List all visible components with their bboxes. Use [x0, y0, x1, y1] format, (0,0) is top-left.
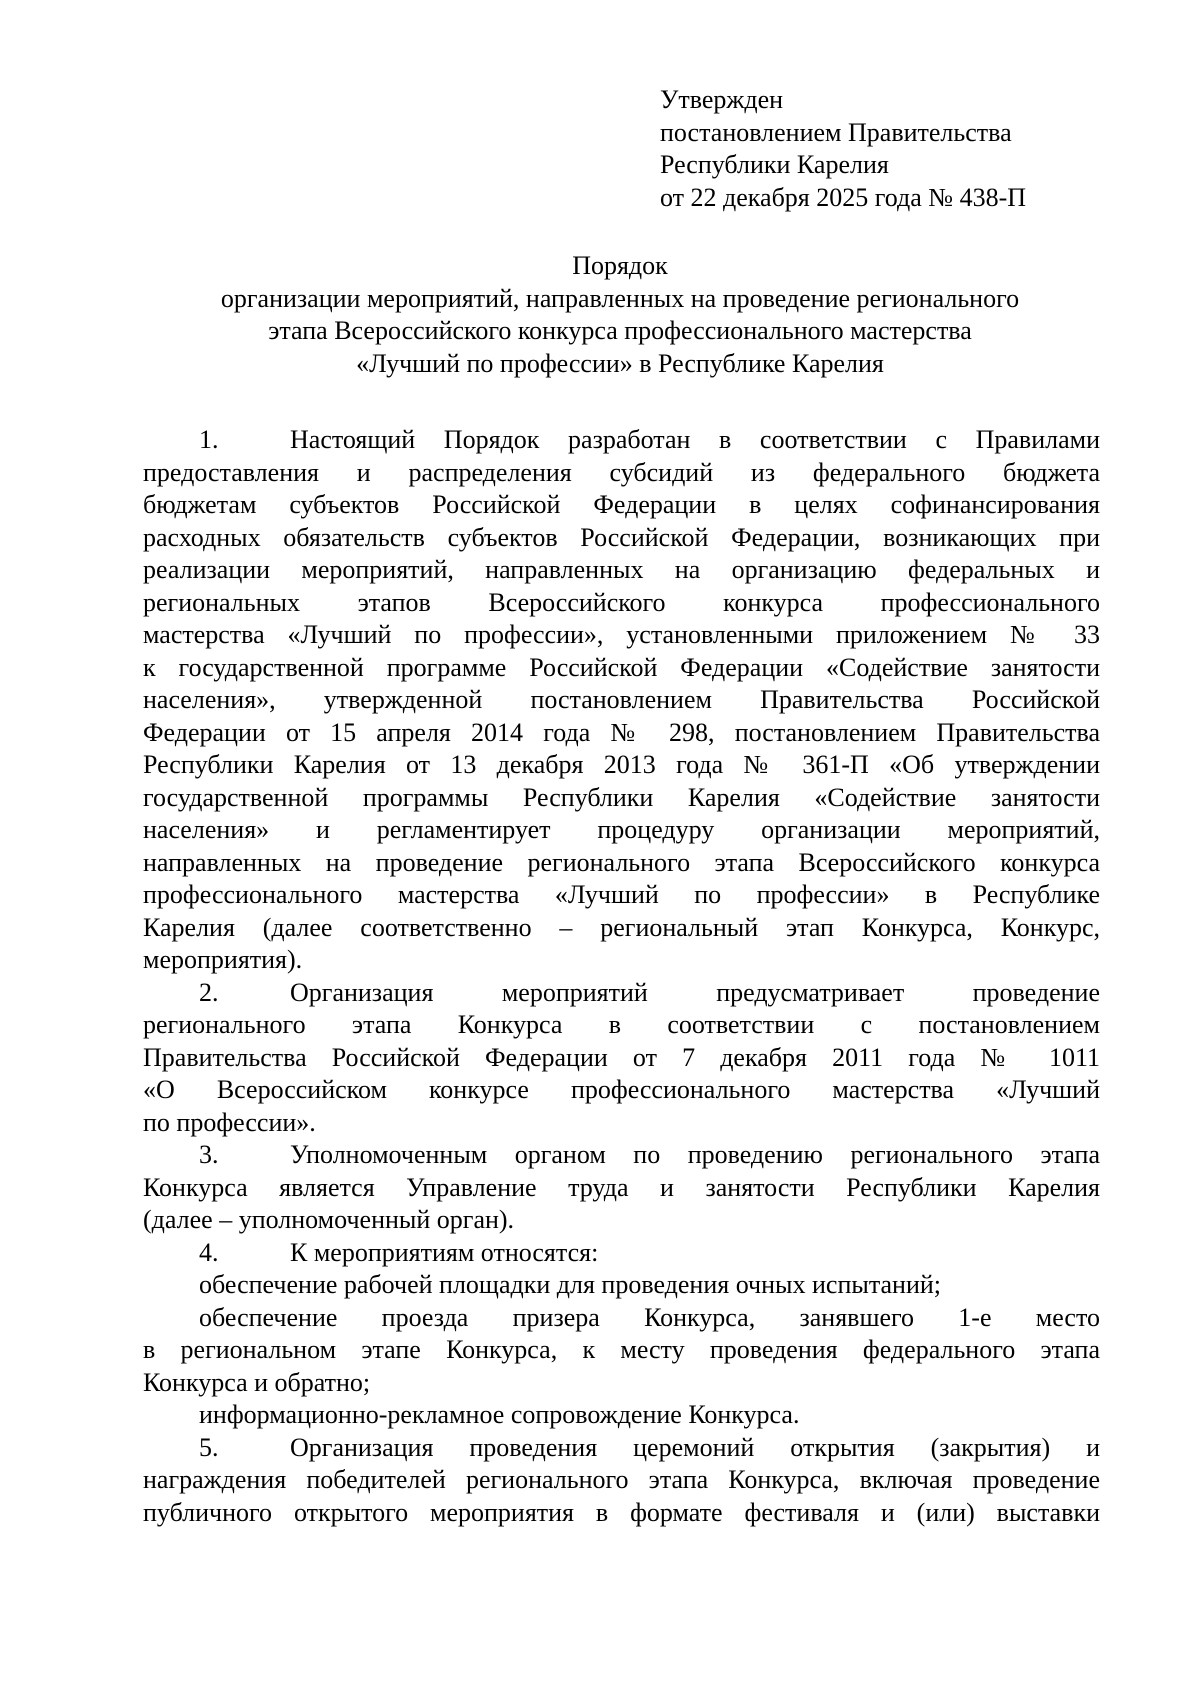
approval-line: постановлением Правительства	[660, 117, 1012, 147]
paragraph-line: населения», утвержденной постановлением Правительства Российской	[143, 685, 1100, 714]
list-item: информационно-рекламное сопровождение Конкурса.	[199, 1400, 800, 1429]
paragraph-line: Карелия (далее соответственно – региональный этап Конкурса, Конкурс,	[143, 912, 1100, 942]
paragraph-line: мастерства «Лучший по профессии», установленными приложением № 33	[143, 620, 1100, 649]
paragraph-line: реализации мероприятий, направленных на организацию федеральных и	[143, 555, 1100, 584]
paragraph-line: направленных на проведение регионального этапа Всероссийского конкурса	[143, 847, 1100, 877]
approval-line: от 22 декабря 2025 года № 438-П	[660, 182, 1027, 212]
paragraph-line: (далее – уполномоченный орган).	[143, 1205, 515, 1234]
paragraph-line: Конкурса и обратно;	[143, 1367, 371, 1397]
paragraph-number: 5.	[199, 1432, 219, 1462]
paragraph-line: «О Всероссийском конкурсе профессионального мастерства «Лучший	[143, 1075, 1100, 1104]
paragraph-line: Республики Карелия от 13 декабря 2013 года № 361-П «Об утверждении	[143, 750, 1100, 779]
paragraph-number: 4.	[199, 1237, 219, 1267]
paragraph-line: публичного открытого мероприятия в формате фестиваля и (или) выставки	[143, 1497, 1100, 1527]
title-line: Порядок	[572, 251, 668, 280]
paragraph-line: населения» и регламентирует процедуру организации мероприятий,	[143, 815, 1100, 844]
paragraph-line: предоставления и распределения субсидий из федерального бюджета	[143, 457, 1100, 487]
list-item: обеспечение рабочей площадки для проведения очных испытаний;	[199, 1270, 942, 1299]
paragraph-line: по профессии».	[143, 1107, 316, 1137]
paragraph-line: Правительства Российской Федерации от 7 декабря 2011 года № 1011	[143, 1042, 1100, 1072]
approval-stamp	[660, 84, 1026, 214]
list-item: обеспечение проезда призера Конкурса, занявшего 1-е место	[199, 1302, 1100, 1332]
paragraph-2-first-line	[143, 977, 1100, 1010]
paragraph-line: бюджетам субъектов Российской Федерации в целях софинансирования	[143, 490, 1100, 519]
paragraph-text: Настоящий Порядок разработан в соответствии с Правилами	[290, 425, 1100, 454]
paragraph-line: Федерации от 15 апреля 2014 года № 298, постановлением Правительства	[143, 717, 1100, 747]
title-line: организации мероприятий, направленных на проведение регионального	[220, 283, 1020, 313]
paragraph-text: Организация проведения церемоний открытия (закрытия) и	[290, 1432, 1100, 1462]
title-line: «Лучший по профессии» в Республике Карелия	[356, 348, 884, 378]
paragraph-line: расходных обязательств субъектов Российской Федерации, возникающих при	[143, 522, 1100, 552]
paragraph-1-first-line	[143, 424, 1100, 457]
paragraph-line: к государственной программе Российской Федерации «Содействие занятости	[143, 652, 1100, 682]
paragraph-line: в региональном этапе Конкурса, к месту проведения федерального этапа	[143, 1335, 1100, 1364]
paragraph-line: регионального этапа Конкурса в соответствии с постановлением	[143, 1010, 1100, 1039]
paragraph-text: Уполномоченным органом по проведению регионального этапа	[290, 1140, 1100, 1169]
paragraph-number: 2.	[199, 977, 219, 1007]
paragraph-text: Организация мероприятий предусматривает проведение	[290, 977, 1100, 1007]
paragraph-line: профессионального мастерства «Лучший по профессии» в Республике	[143, 880, 1100, 909]
document-title	[140, 250, 1100, 380]
paragraph-number: 1.	[199, 425, 219, 454]
paragraph-4-first-line	[143, 1237, 1100, 1270]
approval-line: Республики Карелия	[660, 150, 889, 179]
title-line: этапа Всероссийского конкурса профессионального мастерства	[268, 316, 972, 345]
paragraph-3-first-line	[143, 1139, 1100, 1172]
document-body	[143, 424, 1100, 1529]
paragraph-line: мероприятия).	[143, 945, 303, 974]
paragraph-5-first-line	[143, 1432, 1100, 1465]
paragraph-number: 3.	[199, 1140, 219, 1169]
paragraph-line: региональных этапов Всероссийского конкурса профессионального	[143, 587, 1100, 617]
paragraph-line: государственной программы Республики Карелия «Содействие занятости	[143, 782, 1100, 812]
paragraph-text: К мероприятиям относятся:	[290, 1237, 599, 1267]
paragraph-line: награждения победителей регионального этапа Конкурса, включая проведение	[143, 1465, 1100, 1494]
paragraph-line: Конкурса является Управление труда и занятости Республики Карелия	[143, 1172, 1100, 1202]
approval-line: Утвержден	[660, 85, 784, 114]
